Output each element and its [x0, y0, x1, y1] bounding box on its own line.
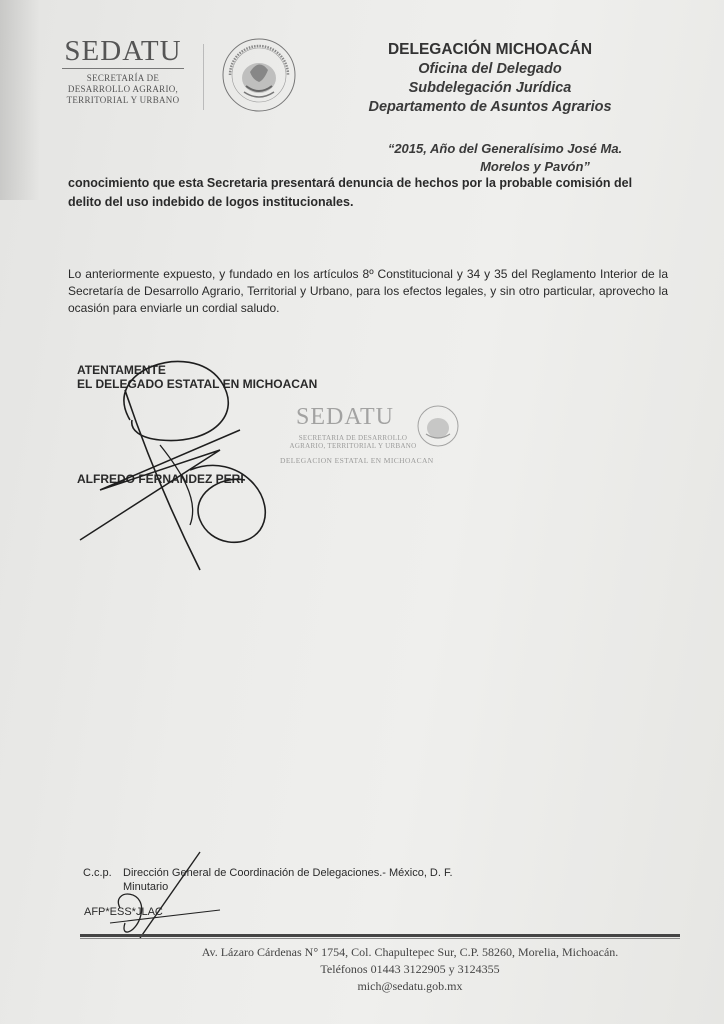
logo-subtitle-3: TERRITORIAL Y URBANO [66, 95, 180, 105]
initials-scribble [100, 848, 230, 948]
mexico-coat-of-arms-icon [220, 36, 298, 114]
paragraph-1-line-2: delito del uso indebido de logos institucionales. [68, 195, 354, 209]
closing-text: ATENTAMENTE [77, 363, 166, 377]
footer-contact [140, 944, 680, 995]
year-motto [360, 140, 650, 176]
stamp-subtitle [288, 434, 418, 450]
motto-line-2: Morelos y Pavón” [480, 159, 590, 174]
footer-address: Av. Lázaro Cárdenas N° 1754, Col. Chapultepec Sur, C.P. 58260, Morelia, Michoacán. [201, 945, 619, 959]
logo-title: SEDATU [64, 35, 182, 67]
header-divider [203, 44, 204, 110]
paragraph-1 [68, 174, 668, 212]
stamp-seal-icon [416, 404, 460, 448]
cc-line-2: Minutario [123, 881, 169, 893]
official-stamp [278, 400, 468, 470]
footer-rule-thin [80, 938, 680, 939]
footer-rule [80, 934, 680, 937]
sedatu-logo [58, 36, 188, 106]
department-title: Departamento de Asuntos Agrarios [368, 99, 612, 115]
paragraph-1-line-1: conocimiento que esta Secretaria presentará denuncia de hechos por la probable comisión del [68, 176, 633, 190]
paragraph-2: Lo anteriormente expuesto, y fundado en los artículos 8º Constitucional y 34 y 35 del Reglamento Interior de la Secretaría de Desarrollo Agrario, Territorial y Urbano, para los efectos legales, y sin otro particular, aprovecho la ocasión para enviarle un cordial saludo. [68, 267, 668, 315]
logo-rule [62, 68, 184, 69]
delegation-header [330, 40, 650, 117]
handwritten-signature [70, 350, 290, 580]
stamp-title: SEDATU [296, 404, 395, 430]
motto-line-1: “2015, Año del Generalísimo José Ma. [387, 141, 623, 156]
signer-name: ALFREDO FERNANDEZ PERI [77, 472, 244, 486]
footer-phones: Teléfonos 01443 3122905 y 3124355 [320, 962, 500, 976]
delegation-title: DELEGACIÓN MICHOACÁN [387, 41, 593, 58]
office-title: Oficina del Delegado [418, 61, 562, 77]
stamp-footer: DELEGACION ESTATAL EN MICHOACAN [280, 456, 434, 465]
stamp-subtitle-1: SECRETARIA DE DESARROLLO [298, 434, 408, 442]
page-fold-shadow [0, 0, 40, 200]
cc-label: C.c.p. [83, 867, 112, 879]
stamp-subtitle-2: AGRARIO, TERRITORIAL Y URBANO [289, 442, 417, 450]
reference-initials: AFP*ESS*JLAC [84, 906, 163, 918]
signer-position: EL DELEGADO ESTATAL EN MICHOACAN [77, 377, 318, 391]
cc-line-1: Dirección General de Coordinación de Delegaciones.- México, D. F. [123, 867, 453, 879]
subdelegation-title: Subdelegación Jurídica [408, 80, 572, 96]
footer-email: mich@sedatu.gob.mx [357, 979, 463, 993]
logo-subtitle-2: DESARROLLO AGRARIO, [67, 84, 179, 94]
logo-subtitle-1: SECRETARÍA DE [86, 73, 160, 83]
